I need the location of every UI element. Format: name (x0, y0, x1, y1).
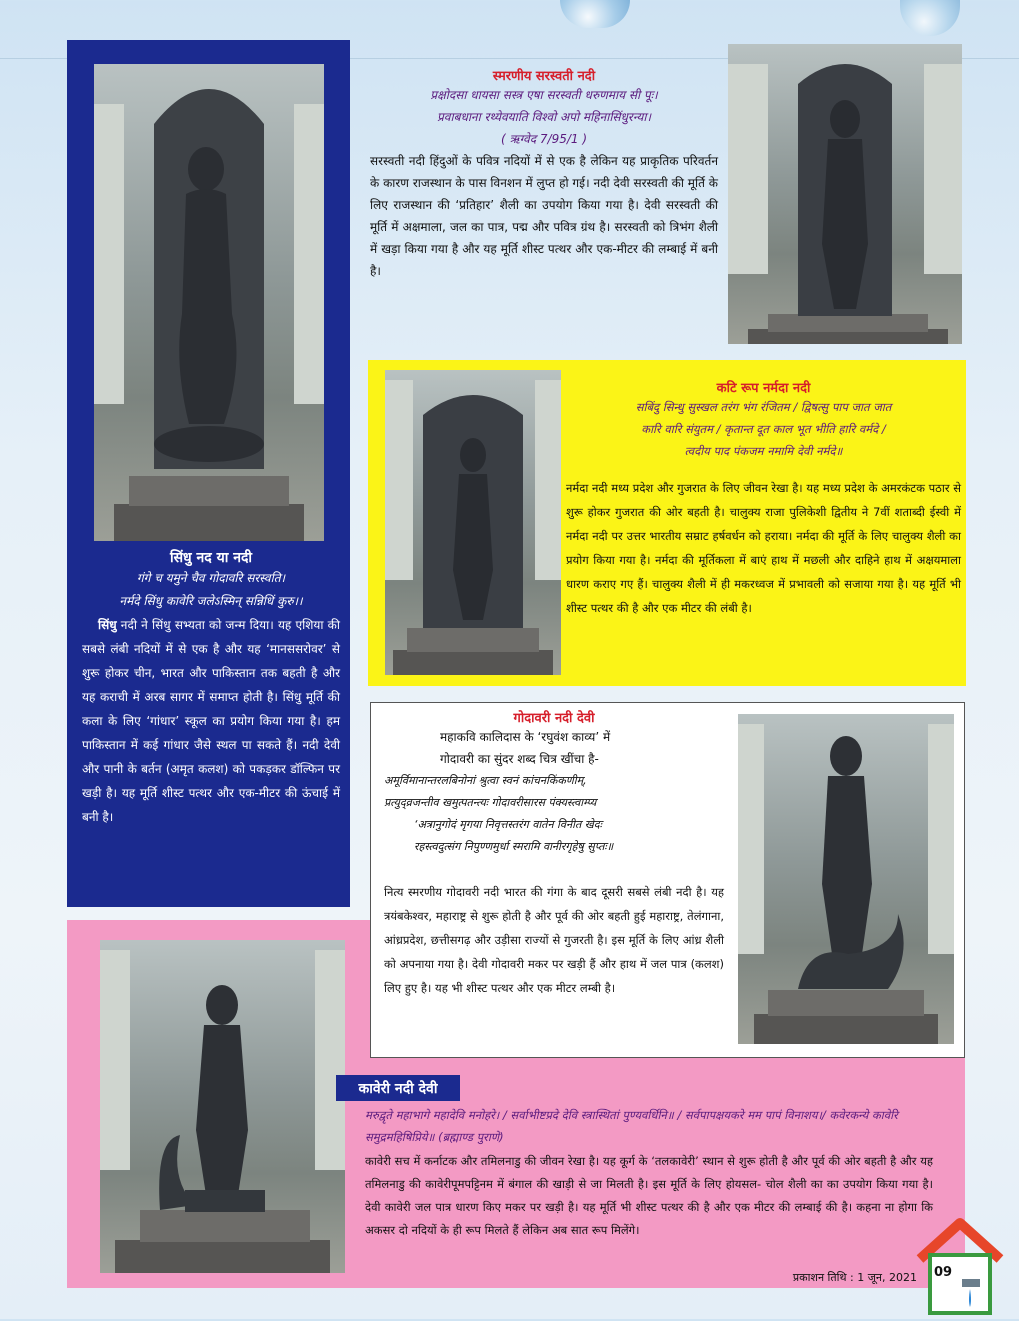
narmada-body: नर्मदा नदी मध्य प्रदेश और गुजरात के लिए जीवन रेखा है। यह मध्य प्रदेश के अमरकंटक पठार से शुरू होकर गुजरात की ओर बहती है। चालुक्य राजा पुलिकेशी द्वितीय ने 7वीं शताब्दी ईस्वी में नर्मदा नदी पर उत्तर भारतीय सम्राट हर्षवर्धन को हराया। नर्मदा की मूर्ति के लिए चालुक्य शैली का प्रयोग किया गया है। नर्मदा की मूर्तिकला में बाएं हाथ में मछली और दाहिने हाथ में अक्षयमाला धारण कराए गए हैं। चालुक्य शैली में ही मकरध्वज में प्रभावली को सजाया गया है। यह मूर्ति भी शीस्ट पत्थर की है और एक मीटर की लंबी है। (566, 481, 961, 615)
godavari-statue-figure (738, 714, 954, 1044)
godavari-verse-line: रहस्त्वदुत्संग निपुण्णमुर्धा स्मरामि वानीरगृहेषु सुप्तः॥ (414, 840, 614, 853)
sindhu-statue-figure (94, 64, 324, 541)
saraswati-verse-line: प्रवाबधाना रथ्येवयाति विश्वो अपो महिनासिंधुरन्या। (436, 110, 651, 124)
sindhu-verse-line: गंगे च यमुने चैव गोदावरि सरस्वति। (136, 571, 286, 585)
kaveri-title: कावेरी नदी देवी (358, 1081, 438, 1097)
godavari-verse-line: प्रत्युद्व्रजन्तीव खमुत्पतन्त्यः गोदावरीसारस पंक्यस्त्वाम्प्य (384, 796, 597, 809)
narmada-verse-line: त्वदीय पाद पंकजम नमामि देवी नर्मदे॥ (684, 444, 843, 458)
sindhu-statue-photo (94, 64, 324, 541)
kaveri-statue-photo (100, 940, 345, 1273)
saraswati-verse-ref: ( ऋग्वेद 7/95/1 ) (500, 132, 588, 146)
saraswati-title: स्मरणीय सरस्वती नदी (492, 69, 596, 84)
narmada-statue-photo (385, 370, 561, 675)
narmada-title: कटि रूप नर्मदा नदी (716, 381, 811, 396)
narmada-verse-line: कारि वारि संयुतम / कृतान्त दूत काल भूत भीति हारि वर्मदे / (641, 422, 886, 436)
kaveri-body: कावेरी सच में कर्नाटक और तमिलनाडु की जीवन रेखा है। यह कूर्ग के ‘तलकावेरी’ स्थान से शुरू होती है और पूर्व की ओर बहती है और यह तमिलनाडु की कावेरीपूमपट्टिनम में बंगाल की खाड़ी से जा मिलती है। इस मूर्ति के लिए होयसल- चोल शैली का का उपयोग किया गया है। देवी कावेरी जल पात्र धारण किए मकर पर खड़ी है। यह मूर्ति भी शीस्ट पत्थर की है और एक मीटर की लम्बाई की है। कहना ना होगा कि अकसर दो नदियों के ही रूप मिलते हैं लेकिन अब सात रूप मिलेंगे। (365, 1154, 933, 1237)
page-number: 09 (933, 1265, 953, 1280)
kaveri-statue-figure (100, 940, 345, 1273)
godavari-verse-line: अमूर्विमानान्तरलबिनोनां श्रुत्वा स्वनं कांचनकिंकणीम्, (384, 774, 587, 787)
godavari-body: नित्य स्मरणीय गोदावरी नदी भारत की गंगा के बाद दूसरी सबसे लंबी नदी है। यह त्रयंबकेश्वर, महाराष्ट्र से शुरू होती है और पूर्व की ओर बहती हुई महाराष्ट्र, तेलंगाना, आंध्रप्रदेश, छत्तीसगढ़ और उड़ीसा राज्यों से गुजरती है। इस मूर्ति के लिए आंध्र शैली को अपनाया गया है। देवी गोदावरी मकर पर खड़ी हैं और हाथ में जल पात्र (कलश) लिए हुए है। यह भी शीस्ट पत्थर और एक मीटर लम्बी है। (384, 885, 724, 995)
godavari-verse-line: ‘अत्रानुगोदं मृगया निवृत्तस्तरंग वातेन विनीत खेदः (414, 818, 602, 831)
sindhu-verse-line: नर्मदे सिंधु कावेरि जलेऽस्मिन् सन्निधिं कुरु।। (119, 594, 303, 608)
saraswati-statue-figure (728, 44, 962, 344)
saraswati-verse-line: प्रक्षोदसा धायसा सस्त्र एषा सरस्वती धरुणमाय सी पूः। (430, 88, 658, 102)
narmada-statue-figure (385, 370, 561, 675)
godavari-intro-line: महाकवि कालिदास के ‘रघुवंश काव्य’ में (440, 730, 611, 744)
publication-date: प्रकाशन तिथि : 1 जून, 2021 (792, 1271, 917, 1284)
godavari-statue-photo (738, 714, 954, 1044)
sindhu-lead-word: सिंधु (98, 618, 117, 632)
sindhu-body-text: नदी ने सिंधु सभ्यता को जन्म दिया। यह एशिया की सबसे लंबी नदियों में से एक है और यह ‘मानससरोवर’ से शुरू होकर चीन, भारत और पाकिस्तान तक बहती है और यह कराची में अरब सागर में समाप्त होती है। सिंधु मूर्ति की कला के लिए ‘गांधार’ स्कूल का प्रयोग किया गया है। हम पाकिस्तान में कई गांधार जैसे स्थल पा सकते हैं। नदी देवी और पानी के बर्तन (अमृत कलश) को पकड़कर डॉल्फिन पर खड़ी है। यह मूर्ति शीस्ट पत्थर और एक-मीटर की ऊंचाई में बनी है। (82, 618, 340, 824)
sindhu-title: सिंधु नद या नदी (169, 550, 253, 566)
kaveri-verse: मरुद्वृते महाभागे महादेवि मनोहरे। / सर्वाभीष्टप्रदे देवि स्त्रास्थितां पुण्यवर्धिनि॥ / सर्वपापक्षयकरे मम पापं विनाशय।/ कवेरकन्ये कावेरि समुद्रमहिषिप्रिये॥ (ब्रह्माण्ड पुराणे) (365, 1108, 898, 1144)
godavari-title: गोदावरी नदी देवी (513, 711, 595, 726)
saraswati-statue-photo (728, 44, 962, 344)
godavari-intro-line: गोदावरी का सुंदर शब्द चित्र खींचा है- (440, 752, 599, 766)
narmada-verse-line: सबिंदु सिन्धु सुस्खल तरंग भंग रंजितम / द्विषत्सु पाप जात जात (635, 400, 892, 414)
water-drop-decoration (560, 0, 630, 28)
water-drop-decoration (900, 0, 960, 36)
saraswati-body: सरस्वती नदी हिंदुओं के पवित्र नदियों में से एक है लेकिन यह प्राकृतिक परिवर्तन के कारण राजस्थान के पास विनशन में लुप्त हो गई। नदी देवी सरस्वती की मूर्ति के लिए राजस्थान की ‘प्रतिहार’ शैली का उपयोग किया गया है। देवी सरस्वती की मूर्ति में अक्षमाला, जल का पात्र, पद्म और पवित्र ग्रंथ है। सरस्वती को त्रिभंग शैली में खड़ा किया गया है और यह मूर्ति शीस्ट पत्थर और एक-मीटर की लम्बाई में बनी है। (370, 154, 718, 278)
sindhu-body (82, 613, 340, 829)
